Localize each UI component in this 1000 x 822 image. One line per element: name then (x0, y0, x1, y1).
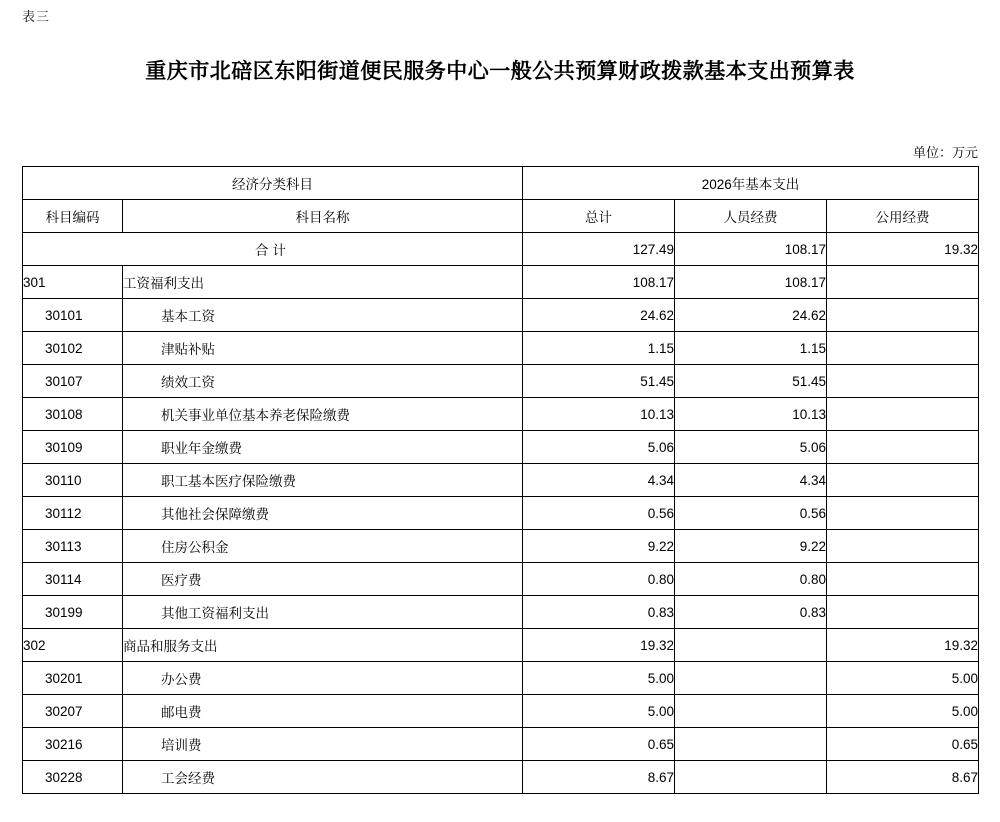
header-col-personnel: 人员经费 (675, 200, 827, 233)
row-public-value (827, 497, 979, 530)
row-public-value: 19.32 (827, 233, 979, 266)
row-personnel-value (675, 728, 827, 761)
row-name: 邮电费 (123, 695, 523, 728)
row-public-value: 5.00 (827, 695, 979, 728)
table-row (23, 266, 979, 299)
table-row (23, 596, 979, 629)
row-name: 商品和服务支出 (123, 629, 523, 662)
row-code: 30201 (23, 662, 123, 695)
row-name: 绩效工资 (123, 365, 523, 398)
row-total-value: 24.62 (523, 299, 675, 332)
row-name: 住房公积金 (123, 530, 523, 563)
row-code: 30110 (23, 464, 123, 497)
row-code: 30114 (23, 563, 123, 596)
row-code: 30102 (23, 332, 123, 365)
row-name: 其他社会保障缴费 (123, 497, 523, 530)
header-group-economic-category: 经济分类科目 (23, 167, 523, 200)
table-row (23, 398, 979, 431)
table-row (23, 629, 979, 662)
row-name: 职业年金缴费 (123, 431, 523, 464)
budget-table (22, 166, 979, 794)
row-total-value: 8.67 (523, 761, 675, 794)
row-total-value: 127.49 (523, 233, 675, 266)
row-name: 培训费 (123, 728, 523, 761)
table-row (23, 332, 979, 365)
row-code: 30199 (23, 596, 123, 629)
row-name: 工会经费 (123, 761, 523, 794)
row-code: 30113 (23, 530, 123, 563)
row-total-value: 5.00 (523, 662, 675, 695)
row-personnel-value: 5.06 (675, 431, 827, 464)
row-name: 医疗费 (123, 563, 523, 596)
row-public-value (827, 596, 979, 629)
row-personnel-value: 24.62 (675, 299, 827, 332)
table-row (23, 497, 979, 530)
row-public-value: 8.67 (827, 761, 979, 794)
row-public-value (827, 530, 979, 563)
table-header-sub-row (23, 200, 979, 233)
row-public-value (827, 563, 979, 596)
row-code: 30108 (23, 398, 123, 431)
table-header-group-row (23, 167, 979, 200)
page-title: 重庆市北碚区东阳街道便民服务中心一般公共预算财政拨款基本支出预算表 (145, 60, 855, 83)
row-total-value: 4.34 (523, 464, 675, 497)
unit-label: 单位：万元 (912, 145, 978, 160)
table-row (23, 662, 979, 695)
row-total-value: 5.06 (523, 431, 675, 464)
row-code: 302 (23, 629, 123, 662)
row-name: 机关事业单位基本养老保险缴费 (123, 398, 523, 431)
row-public-value: 19.32 (827, 629, 979, 662)
row-public-value: 0.65 (827, 728, 979, 761)
row-total-value: 1.15 (523, 332, 675, 365)
row-total-value: 0.56 (523, 497, 675, 530)
header-group-basic-expenditure: 2026年基本支出 (523, 167, 979, 200)
row-personnel-value: 4.34 (675, 464, 827, 497)
header-col-name: 科目名称 (123, 200, 523, 233)
table-row (23, 728, 979, 761)
row-public-value (827, 431, 979, 464)
row-name: 职工基本医疗保险缴费 (123, 464, 523, 497)
row-code: 30101 (23, 299, 123, 332)
row-total-value: 5.00 (523, 695, 675, 728)
table-row (23, 530, 979, 563)
row-personnel-value (675, 662, 827, 695)
sheet-tag: 表三 (22, 9, 51, 24)
header-col-public: 公用经费 (827, 200, 979, 233)
row-total-value: 9.22 (523, 530, 675, 563)
row-personnel-value: 0.56 (675, 497, 827, 530)
row-public-value (827, 332, 979, 365)
row-personnel-value: 0.80 (675, 563, 827, 596)
row-public-value: 5.00 (827, 662, 979, 695)
table-row (23, 695, 979, 728)
row-total-value: 0.65 (523, 728, 675, 761)
row-personnel-value: 1.15 (675, 332, 827, 365)
row-public-value (827, 398, 979, 431)
row-total-label: 合计 (23, 233, 523, 266)
row-public-value (827, 266, 979, 299)
row-public-value (827, 464, 979, 497)
row-total-value: 10.13 (523, 398, 675, 431)
row-code: 30107 (23, 365, 123, 398)
table-body (23, 233, 979, 794)
row-personnel-value: 108.17 (675, 266, 827, 299)
row-public-value (827, 365, 979, 398)
table-row (23, 431, 979, 464)
row-personnel-value (675, 629, 827, 662)
row-name: 工资福利支出 (123, 266, 523, 299)
row-name: 津贴补贴 (123, 332, 523, 365)
table-row (23, 563, 979, 596)
row-total-value: 0.80 (523, 563, 675, 596)
row-code: 301 (23, 266, 123, 299)
row-personnel-value: 9.22 (675, 530, 827, 563)
row-code: 30228 (23, 761, 123, 794)
header-col-total: 总计 (523, 200, 675, 233)
row-code: 30109 (23, 431, 123, 464)
row-personnel-value: 51.45 (675, 365, 827, 398)
table-row (23, 365, 979, 398)
row-name: 办公费 (123, 662, 523, 695)
row-personnel-value (675, 761, 827, 794)
row-total-value: 51.45 (523, 365, 675, 398)
row-personnel-value (675, 695, 827, 728)
row-total-value: 108.17 (523, 266, 675, 299)
row-code: 30216 (23, 728, 123, 761)
table-header (23, 167, 979, 233)
row-name: 其他工资福利支出 (123, 596, 523, 629)
row-personnel-value: 108.17 (675, 233, 827, 266)
row-public-value (827, 299, 979, 332)
table-row (23, 761, 979, 794)
row-total-value: 0.83 (523, 596, 675, 629)
row-total-value: 19.32 (523, 629, 675, 662)
table-row (23, 299, 979, 332)
row-code: 30207 (23, 695, 123, 728)
row-personnel-value: 0.83 (675, 596, 827, 629)
row-name: 基本工资 (123, 299, 523, 332)
row-personnel-value: 10.13 (675, 398, 827, 431)
row-code: 30112 (23, 497, 123, 530)
table-row (23, 233, 979, 266)
table-row (23, 464, 979, 497)
header-col-code: 科目编码 (23, 200, 123, 233)
